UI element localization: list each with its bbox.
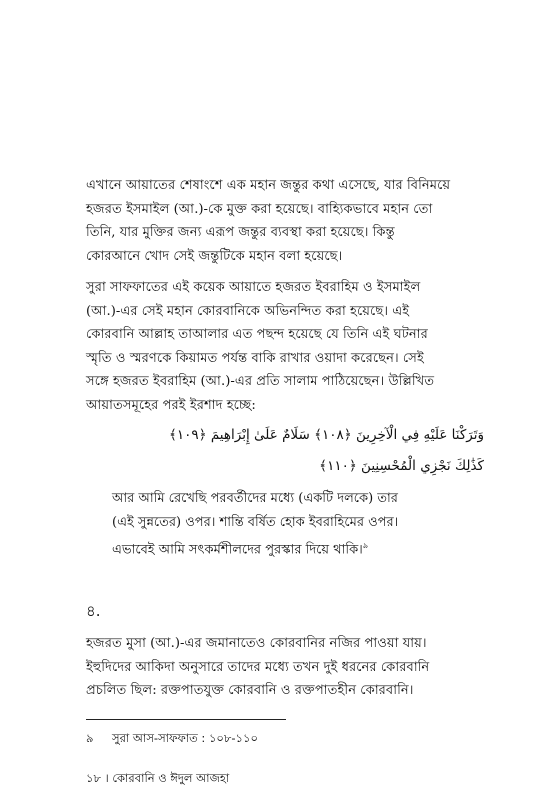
text-line: কোরআনে খোদ সেই জন্তুটিকে মহান বলা হয়েছে। xyxy=(86,248,343,264)
text-line: হজরত ইসমাইল (আ.)-কে মুক্ত করা হয়েছে। বাহ্যিকভাবে মহান তো xyxy=(86,201,433,217)
footnote-text: সুরা আস-সাফফাত : ১০৮-১১০ xyxy=(112,731,258,745)
text-line: কোরবানি আল্লাহ তাআলার এত পছন্দ হয়েছে যে তিনি এই ঘটনার xyxy=(86,327,428,342)
text-line: প্রচলিত ছিল: রক্তপাতযুক্ত কোরবানি ও রক্তপাতহীন কোরবানি। xyxy=(86,683,414,698)
arabic-verse-line-1: وَتَرَكْنَا عَلَيْهِ فِي الْآخِرِينَ ﴿١٠٨﴾ سَلَامٌ عَلَىٰ إِبْرَاهِيمَ ﴿١٠٩﴾ xyxy=(168,427,484,443)
paragraph-1 xyxy=(86,174,490,268)
text-line: (এই সুন্নতের) ওপর। শান্তি বর্ষিত হোক ইবরাহিমের ওপর। xyxy=(112,514,399,530)
text-line: স্মৃতি ও স্মরণকে কিয়ামত পর্যন্ত বাকি রাখার ওয়াদা করেছেন। সেই xyxy=(86,350,424,366)
footnote-number: ৯ xyxy=(86,731,94,745)
text-line: সঙ্গে হজরত ইবরাহিম (আ.)-এর প্রতি সালাম পাঠিয়েছেন। উল্লিখিত xyxy=(86,374,435,389)
text-line xyxy=(112,534,484,562)
footnote xyxy=(86,730,258,749)
text-line: হজরত মুসা (আ.)-এর জমানাতেও কোরবানির নজির পাওয়া যায়। xyxy=(86,636,427,651)
text-line: আর আমি রেখেছি পরবর্তীদের মধ্যে (একটি দলকে) তার xyxy=(112,491,398,506)
section-number: ৪. xyxy=(86,602,101,620)
text-line: আয়াতসমূহের পরই ইরশাদ হচ্ছে: xyxy=(86,397,256,413)
arabic-verse-line-2: كَذَٰلِكَ نَجْزِي الْمُحْسِنِينَ ﴿١١٠﴾ xyxy=(319,458,484,474)
text-line: সুরা সাফফাতের এই কয়েক আয়াতে হজরত ইবরাহিম ও ইসমাইল xyxy=(86,280,421,295)
footnote-marker: ৯ xyxy=(362,541,369,550)
footnote-divider xyxy=(86,719,286,720)
page-footer: ১৮ । কোরবানি ও ঈদুল আজহা xyxy=(86,771,230,785)
text-line: তিনি, যার মুক্তির জন্য এরূপ জন্তুর ব্যবস্থা করা হয়েছে। কিন্তু xyxy=(86,225,395,240)
text-line: এখানে আয়াতের শেষাংশে এক মহান জন্তুর কথা এসেছে, যার বিনিময়ে xyxy=(86,178,451,193)
text-line: (আ.)-এর সেই মহান কোরবানিকে অভিনন্দিত করা হয়েছে। এই xyxy=(86,303,410,319)
verse-translation xyxy=(112,487,484,562)
paragraph-3 xyxy=(86,632,490,703)
translation-text: এভাবেই আমি সৎকর্মশীলদের পুরস্কার দিয়ে থাকি। xyxy=(112,542,363,558)
text-line: ইহুদিদের আকিদা অনুসারে তাদের মধ্যে তখন দুই ধরনের কোরবানি xyxy=(86,659,430,675)
paragraph-2 xyxy=(86,276,490,417)
